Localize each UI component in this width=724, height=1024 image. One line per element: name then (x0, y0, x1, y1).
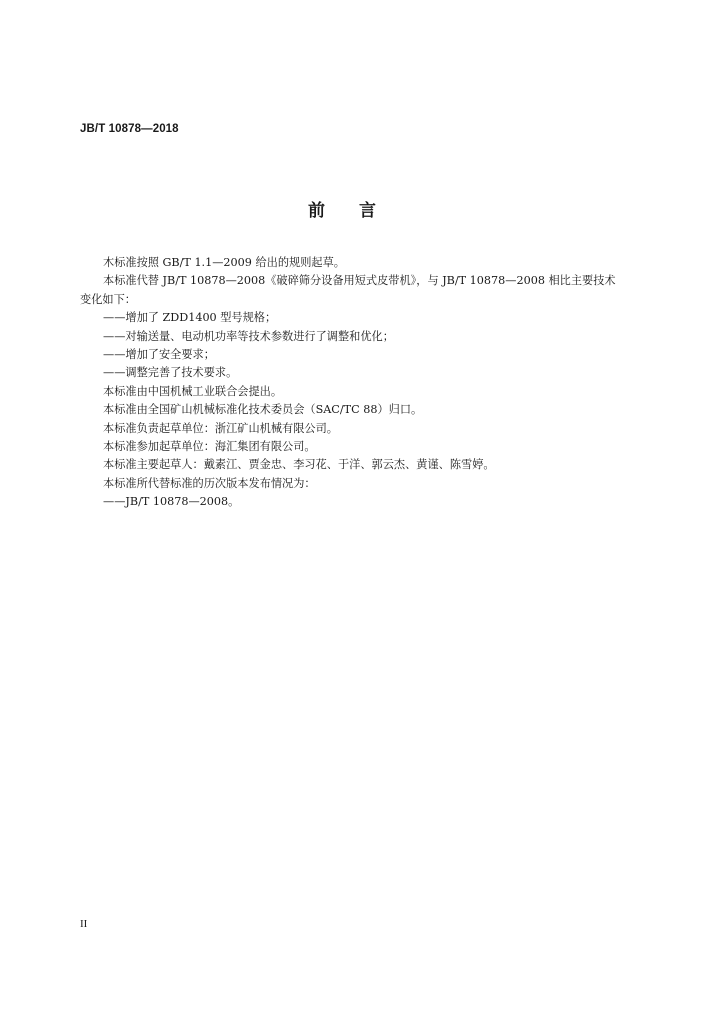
list-item-previous-version: ——JB/T 10878—2008。 (103, 495, 240, 509)
section-title-char-1: 前 (308, 201, 325, 221)
paragraph-version-history: 本标准所代替标准的历次版本发布情况为： (103, 476, 316, 490)
paragraph-centralized-by: 本标准由全国矿山机械标准化技术委员会（SAC/TC 88）归口。 (103, 403, 423, 417)
paragraph-main-drafters: 本标准主要起草人：戴素江、贾金忠、李习花、于洋、郭云杰、黄谨、陈雪婷。 (103, 458, 495, 472)
paragraph-proposed-by: 本标准由中国机械工业联合会提出。 (103, 384, 283, 398)
paragraph-responsible-drafter: 本标准负责起草单位：浙江矿山机械有限公司。 (103, 421, 338, 435)
section-title-char-2: 言 (359, 201, 376, 221)
list-item-change: ——调整完善了技术要求。 (103, 366, 238, 380)
foreword-body (80, 254, 640, 512)
list-item-change: ——增加了安全要求； (103, 348, 215, 362)
document-number: JB/T 10878—2018 (80, 123, 179, 135)
paragraph-participating-drafter: 本标准参加起草单位：海汇集团有限公司。 (103, 440, 316, 454)
list-item-change: ——增加了 ZDD1400 型号规格； (103, 311, 277, 325)
list-item-change: ——对输送量、电动机功率等技术参数进行了调整和优化； (103, 329, 394, 343)
section-title (0, 196, 684, 221)
page-number: II (80, 918, 88, 930)
paragraph-replacement-continued: 变化如下： (80, 292, 136, 306)
paragraph-drafting-rules: 木标准按照 GB/T 1.1—2009 给出的规则起草。 (103, 256, 345, 269)
paragraph-replacement: 本标准代替 JB/T 10878—2008《破碎筛分设备用短式皮带机》，与 JB/T 10878—2008 相比主要技术 (103, 274, 616, 288)
